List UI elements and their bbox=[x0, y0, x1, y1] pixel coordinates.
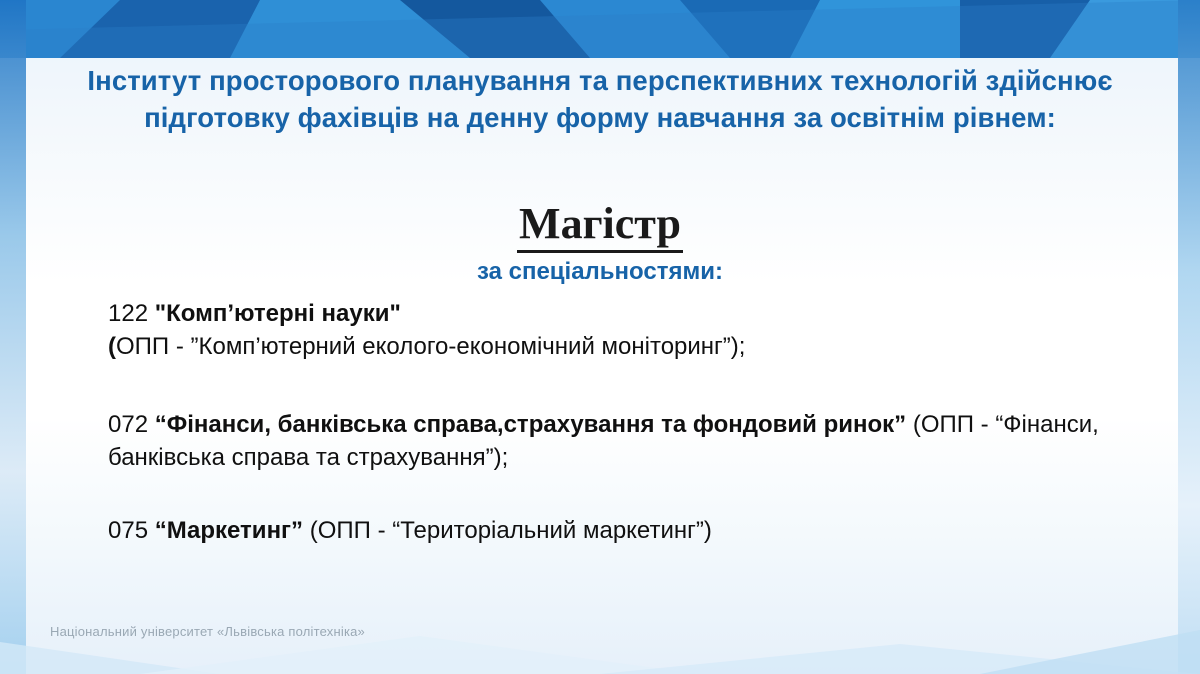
footer-organization: Національний університет «Львівська політехніка» bbox=[50, 624, 365, 639]
degree-level bbox=[40, 198, 1160, 249]
specialty-program: (ОПП - “Фінанси, банківська справа та страхування”); bbox=[108, 411, 1099, 471]
specialty-code: 122 bbox=[108, 300, 155, 327]
specialty-program: (ОПП - “Територіальний маркетинг”) bbox=[309, 516, 712, 544]
specialties-list bbox=[108, 298, 1118, 547]
specialty-program-prefix: ( bbox=[108, 332, 116, 360]
specialty-name: "Комп’ютерні науки" bbox=[154, 300, 401, 327]
specialty-program-prefix bbox=[906, 411, 913, 438]
specialty-name: “Фінанси, банківська справа,страхування та фондовий ринок” bbox=[154, 411, 907, 439]
degree-level-text: Магістр bbox=[517, 199, 683, 253]
by-specialties-label: за спеціальностями: bbox=[476, 258, 724, 285]
list-item bbox=[108, 298, 1118, 363]
specialty-code: 072 bbox=[108, 411, 155, 439]
specialty-name: “Маркетинг” bbox=[154, 516, 304, 544]
list-item bbox=[108, 515, 1118, 548]
specialty-program-prefix bbox=[303, 517, 310, 544]
specialty-code: 075 bbox=[108, 516, 155, 544]
specialty-program: ОПП - ”Комп’ютерний еколого-економічний моніторинг”); bbox=[116, 332, 746, 360]
page-title: Інститут просторового планування та перспективних технологій здійснює підготовку фахівців на денну форму навчання за освітнім рівнем: bbox=[87, 65, 1113, 134]
list-item bbox=[108, 409, 1118, 474]
